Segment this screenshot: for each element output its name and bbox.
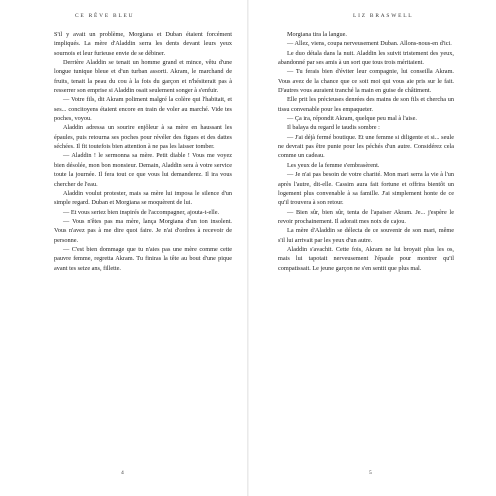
- paragraph: — Vous n'êtes pas ma mère, lança Morgiana d'un ton insolent. Vous n'avez pas à me dire quoi faire. Je n'ai d'ordres à recevoir de personne.: [54, 217, 232, 244]
- paragraph: Elle prit les précieuses denrées des mains de son fils et chercha un tissu convenable pour les empaqueter.: [278, 96, 454, 113]
- paragraph: Les yeux de la femme s'embrasèrent.: [287, 161, 380, 169]
- paragraph: — Tu ferais bien d'éviter leur compagnie, lui conseilla Akram. Vous avez de la chance que ce soit moi qui vous aie pris sur le fait. D'autres vous auraient tranché la main en guise de châtiment.: [278, 68, 454, 95]
- paragraph: Il balaya du regard le taudis sombre :: [287, 124, 380, 132]
- paragraph: — Allez, viens, coupa nerveusement Duban. Allons-nous-en d'ici.: [287, 40, 452, 48]
- paragraph: Le duo détala dans la nuit. Aladdin les suivit tristement des yeux, abandonné par ses amis à un sort que tous trois méritaient.: [278, 49, 454, 67]
- paragraph: — Ça ira, répondit Akram, quelque peu mal à l'aise.: [287, 115, 417, 123]
- paragraph: Aladdin s'avachit. Cette fois, Akram ne lui broyait plus les os, mais lui tapotait nerveusement l'épaule pour montrer qu'il compatissait. Le jeune garçon ne s'en sentit que plus mal.: [278, 245, 454, 272]
- paragraph: — Aladdin ! le sermonna sa mère. Petit diable ! Vous me voyez bien désolée, mon bon monsieur. Demain, Aladdin sera à votre service toute la journée. Il fera tout ce que vous lui demanderez. Il ira vous chercher de l'eau.: [54, 152, 232, 188]
- paragraph: — C'est bien dommage que tu n'aies pas une mère comme cette pauvre femme, regretta Akram. Tu finiras la tête au bout d'une pique avant tes seize ans, fillette.: [54, 245, 232, 272]
- paragraph: — Votre fils, dit Akram poliment malgré la colère qui l'habitait, et ses... concitoyens étaient encore en train de voler au marché. Vide tes poches, voyou.: [54, 96, 232, 123]
- right-page-number: 5: [369, 470, 372, 476]
- right-running-head: LIZ BRASWELL: [353, 13, 414, 19]
- paragraph: — Bien sûr, bien sûr, tenta de l'apaiser Akram. Je... j'espère le revoir prochainement. Il adorait mes noix de cajou.: [278, 208, 454, 225]
- paragraph: S'il y avait un problème, Morgiana et Duban étaient forcément impliqués. La mère d'Aladdin serra les dents devant leurs yeux sournois et leur furieuse envie de se débiner.: [54, 31, 232, 57]
- paragraph: — Je n'ai pas besoin de votre charité. Mon mari serra la vie à l'un après l'autre, dit-elle. Cassim aura fait fortune et offrira bientôt un logement plus convenable à sa famille. J'ai simplement honte de ce qu'il trouvera à son retour.: [278, 171, 454, 207]
- paragraph: Aladdin adressa un sourire enjôleur à sa mère en haussant les épaules, puis retourna ses poches pour révéler des figues et des dattes séchées. Il fit toutefois bien attention à ne pas les laisser tomber.: [54, 124, 232, 151]
- paragraph: — J'ai déjà fermé boutique. Et une femme si diligente et si... seule ne devrait pas être punie pour les péchés d'un autre. Considérez cela comme un cadeau.: [278, 133, 454, 160]
- paragraph: Derrière Aladdin se tenait un homme grand et mince, vêtu d'une longue tunique bleue et d'un turban assorti. Akram, le marchand de fruits, tenait la peau du cou à la fois du garçon et n'hésiterait pas à resserrer son emprise si Aladdin osait seulement songer à s'enfuir.: [54, 59, 232, 95]
- paragraph: La mère d'Aladdin se délecta de ce souvenir de son mari, même s'il lui arrivait par les yeux d'un autre.: [278, 227, 454, 244]
- right-page-text: [278, 30, 454, 273]
- left-page-number: 4: [121, 470, 124, 476]
- paragraph: Morgiana tira la langue.: [287, 31, 347, 38]
- right-page: [248, 0, 496, 496]
- paragraph: Aladdin voulut protester, mais sa mère lui imposa le silence d'un simple regard. Duban et Morgiana se moquèrent de lui.: [54, 189, 232, 207]
- paragraph: — Et vous seriez bien inspirés de l'accompagner, ajouta-t-elle.: [63, 208, 220, 216]
- left-running-head: CE RÊVE BLEU: [75, 13, 135, 19]
- left-page-text: [54, 30, 232, 273]
